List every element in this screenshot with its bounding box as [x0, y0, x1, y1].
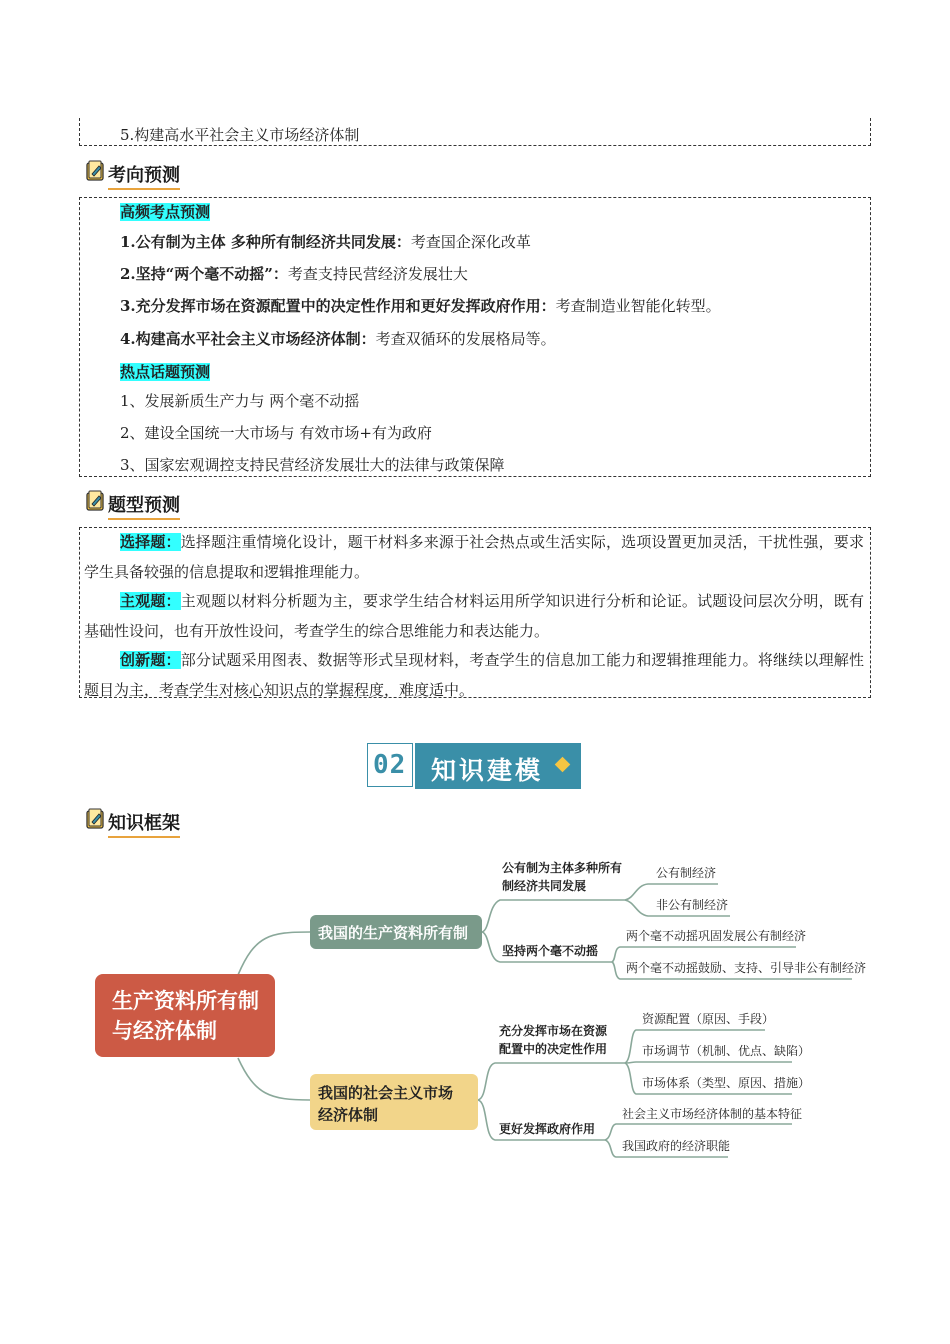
types-title: 题型预测	[108, 491, 180, 520]
hot-item-2: 2、建设全国统一大市场与 有效市场+有为政府	[120, 424, 432, 442]
mindmap-branch1-label: 我国的生产资料所有制	[318, 924, 469, 942]
forecast-item-3: 3.充分发挥市场在资源配置中的决定性作用和更好发挥政府作用：考查制造业智能化转型。	[120, 297, 721, 315]
forecast-item-1: 1.公有制为主体 多种所有制经济共同发展：考查国企深化改革	[120, 233, 531, 251]
hf-label: 高频考点预测	[120, 203, 211, 221]
mindmap-b1-sub2: 坚持两个毫不动摇	[502, 944, 599, 958]
pencil-note-icon	[86, 808, 106, 830]
mindmap-b1-sub1-leaf-2: 非公有制经济	[656, 898, 729, 912]
forecast-item-4: 4.构建高水平社会主义市场经济体制：考查双循环的发展格局等。	[120, 330, 556, 348]
types-para-1: 选择题：选择题注重情境化设计，题干材料多来源于社会热点或生活实际，选项设置更加灵活，干扰性强，要求学生具备较强的信息提取和逻辑推理能力。	[84, 533, 864, 581]
banner-number: 02	[373, 750, 407, 780]
mindmap-b1-sub2-leaf-2: 两个毫不动摇鼓励、支持、引导非公有制经济	[626, 961, 867, 975]
mindmap-b1-sub2-leaf-1: 两个毫不动摇巩固发展公有制经济	[626, 929, 807, 943]
mindmap-b2-sub1-line1: 充分发挥市场在资源	[499, 1024, 608, 1038]
types-para-2: 主观题：主观题以材料分析题为主，要求学生结合材料运用所学知识进行分析和论证。试题设问层次分明，既有基础性设问，也有开放性设问，考查学生的综合思维能力和表达能力。	[84, 592, 864, 640]
mindmap-b2-sub1-leaf-3: 市场体系（类型、原因、措施）	[642, 1076, 811, 1090]
top-item-5: 5.构建高水平社会主义市场经济体制	[120, 126, 360, 144]
mindmap-b2-sub1-leaf-1: 资源配置（原因、手段）	[642, 1012, 775, 1026]
forecast-title: 考向预测	[108, 161, 180, 190]
hot-label: 热点话题预测	[120, 363, 211, 381]
mindmap-root-line1: 生产资料所有制	[112, 989, 259, 1013]
mindmap-b2-sub2: 更好发挥政府作用	[499, 1122, 596, 1136]
mindmap-branch2-line2: 经济体制	[318, 1106, 379, 1124]
pencil-note-icon	[86, 490, 106, 512]
mindmap-b2-sub1-leaf-2: 市场调节（机制、优点、缺陷）	[642, 1044, 811, 1058]
framework-title: 知识框架	[108, 809, 180, 838]
mindmap-b2-sub2-leaf-2: 我国政府的经济职能	[622, 1139, 731, 1153]
mindmap-root-line2: 与经济体制	[112, 1019, 217, 1043]
forecast-item-2: 2.坚持“两个毫不动摇”：考查支持民营经济发展壮大	[120, 265, 468, 283]
mindmap-b1-sub1-line2: 制经济共同发展	[502, 879, 587, 893]
mindmap-branch2-line1: 我国的社会主义市场	[318, 1084, 454, 1102]
pencil-note-icon	[86, 160, 106, 182]
banner-title: 知识建模	[431, 756, 544, 785]
mindmap-root-text	[112, 986, 259, 1046]
mindmap-b2-sub2-leaf-1: 社会主义市场经济体制的基本特征	[622, 1107, 803, 1121]
types-para-3: 创新题：部分试题采用图表、数据等形式呈现材料，考查学生的信息加工能力和逻辑推理能力。将继续以理解性题目为主，考查学生对核心知识点的掌握程度，难度适中。	[84, 651, 864, 699]
hot-item-1: 1、发展新质生产力与 两个毫不动摇	[120, 392, 360, 410]
section-banner	[367, 743, 581, 789]
mindmap-b1-sub1-line1: 公有制为主体多种所有	[502, 861, 623, 875]
mindmap-b2-sub1-line2: 配置中的决定性作用	[499, 1042, 608, 1056]
hot-item-3: 3、国家宏观调控支持民营经济发展壮大的法律与政策保障	[120, 456, 505, 474]
mindmap-b1-sub1-leaf-1: 公有制经济	[656, 866, 717, 880]
